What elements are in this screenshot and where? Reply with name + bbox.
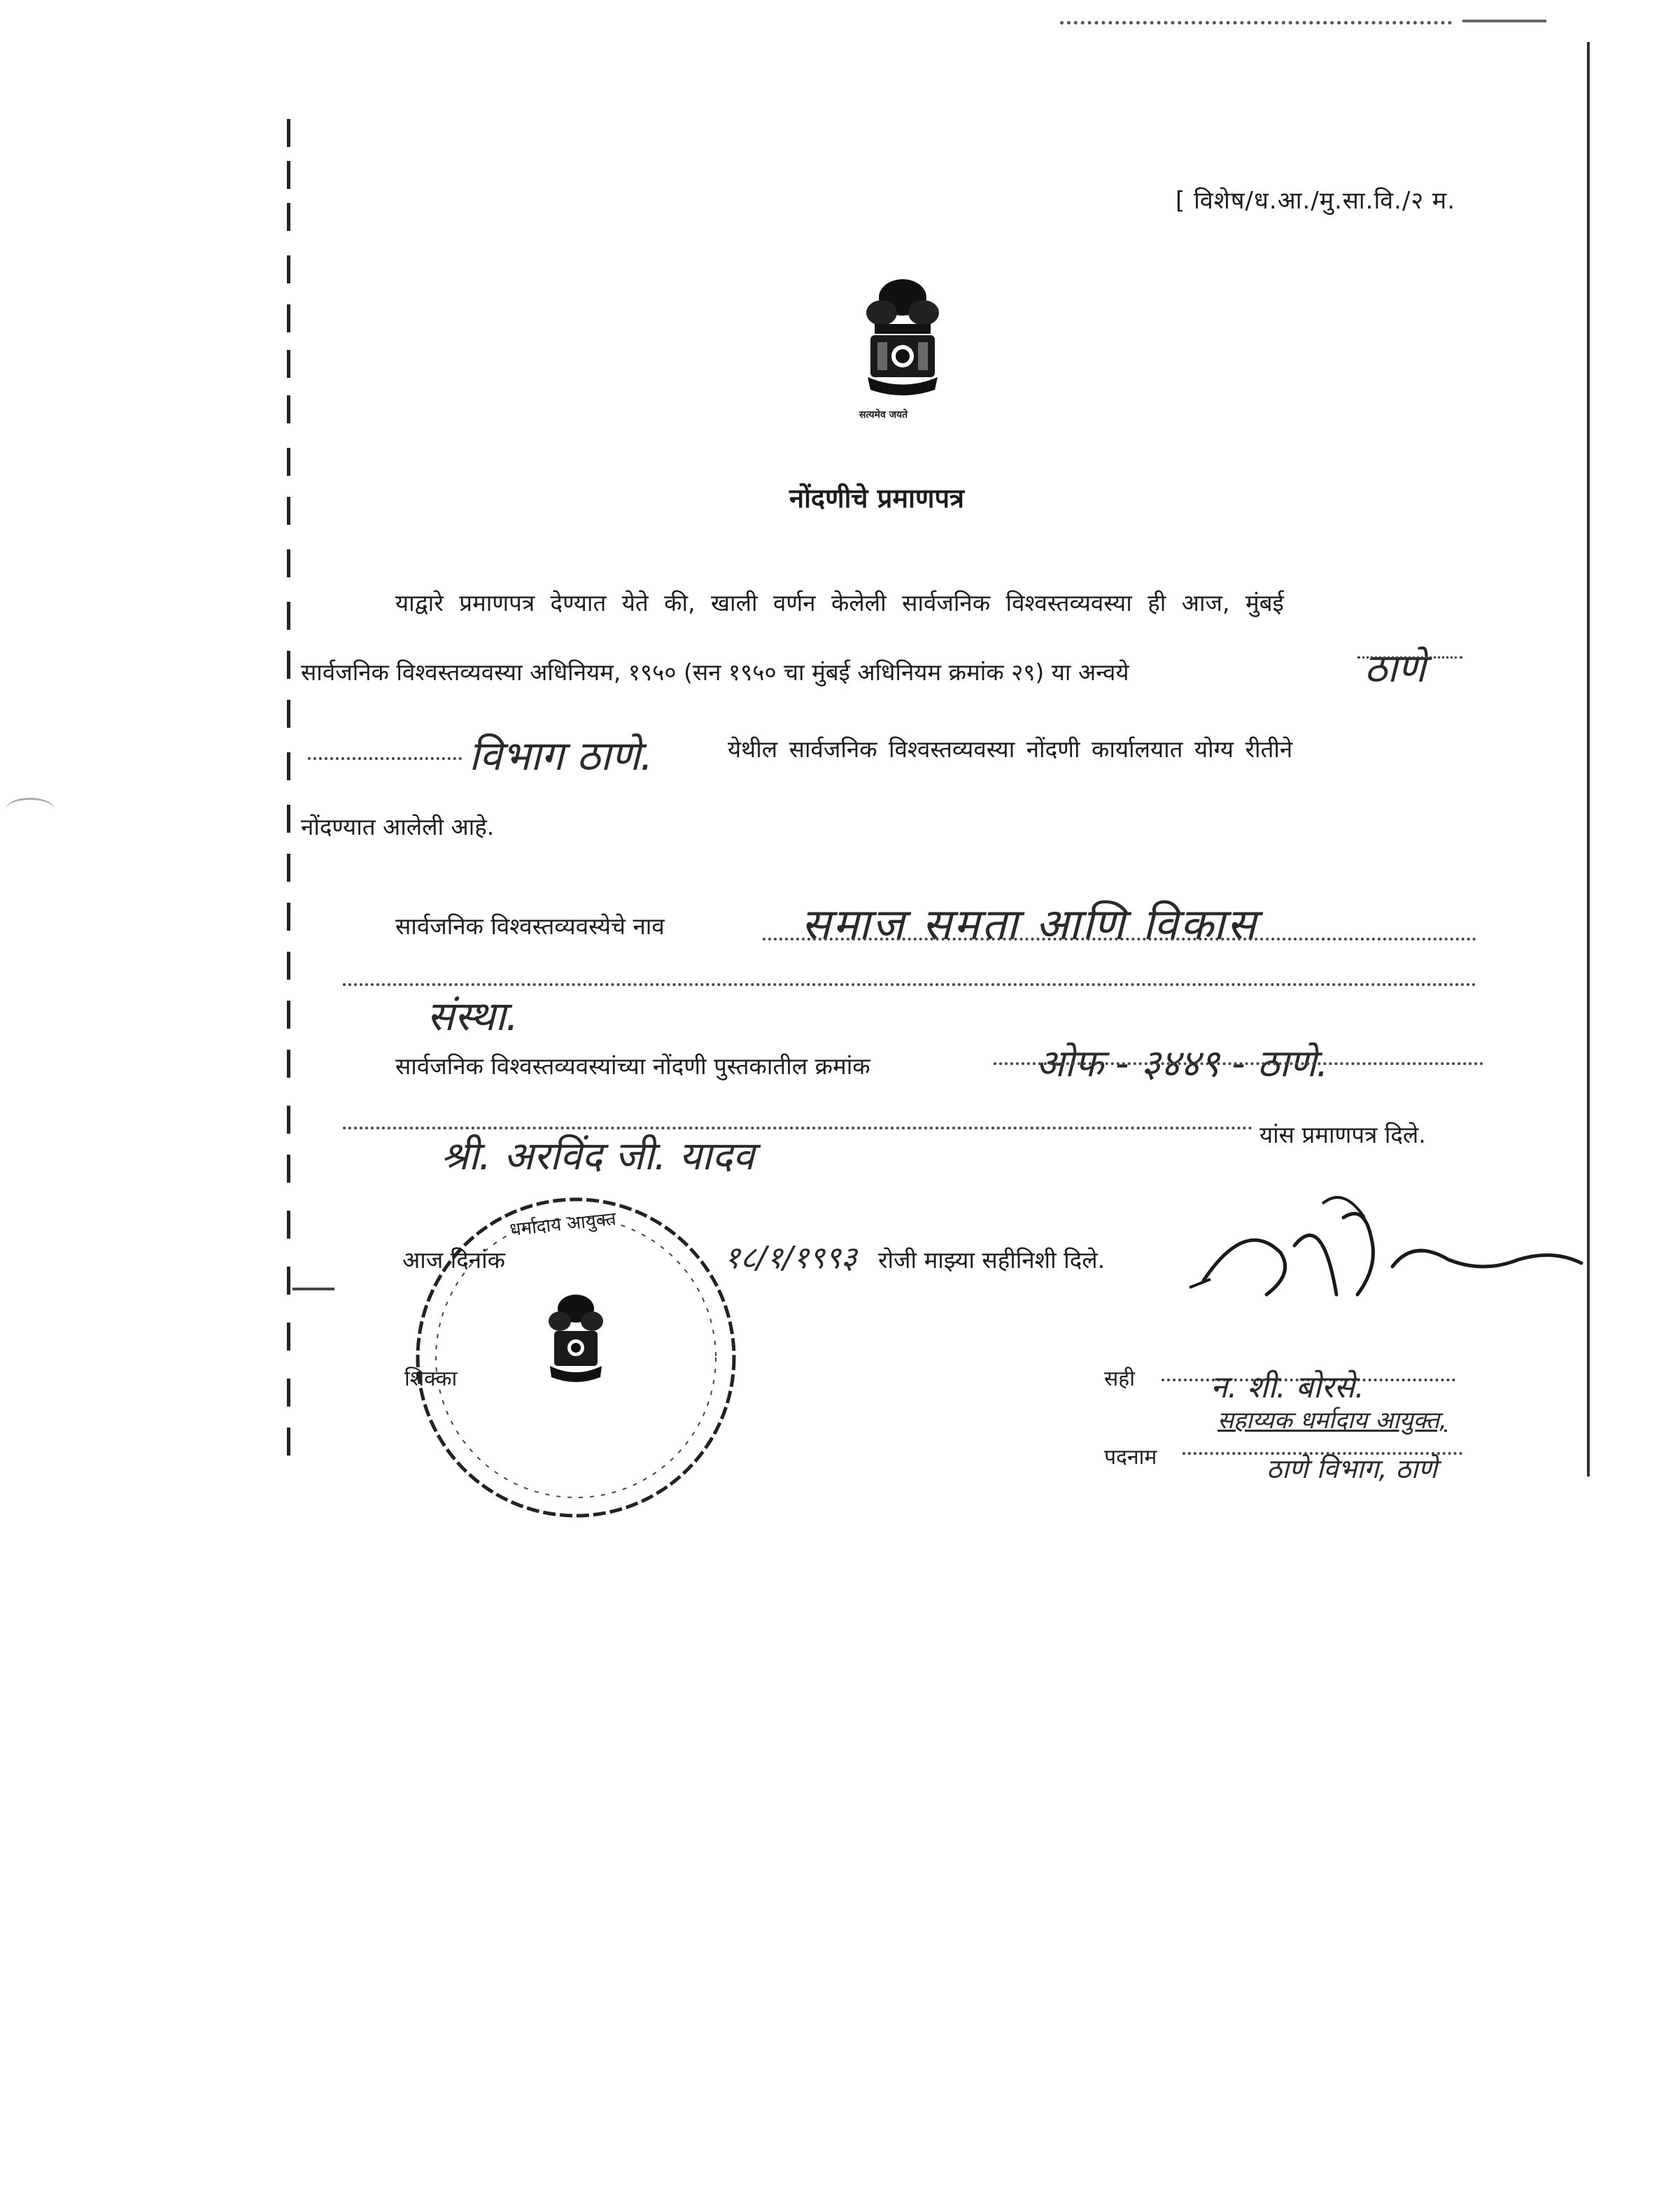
handwritten-district: ठाणे <box>1364 646 1426 691</box>
left-margin-line <box>287 119 294 1463</box>
margin-tick <box>287 1211 290 1239</box>
margin-tick <box>287 1106 290 1134</box>
trust-name-value: समाज समता आणि विकास <box>801 899 1258 950</box>
fill-dots-division <box>308 757 462 760</box>
signature-icon <box>1183 1190 1602 1330</box>
issue-date: १८/१/१९९३ <box>724 1240 857 1276</box>
margin-tick <box>287 1050 290 1078</box>
state-emblem <box>854 269 952 430</box>
margin-tick <box>287 304 290 332</box>
margin-tick <box>287 752 290 780</box>
signatory-name: न. शी. बोरसे. <box>1210 1369 1364 1405</box>
seal-ring-text: धर्मादाय आयुक्त <box>509 1209 617 1241</box>
margin-tick <box>287 602 290 630</box>
margin-tick <box>287 1001 290 1029</box>
margin-tick <box>287 119 290 147</box>
trust-name-label: सार्वजनिक विश्वस्तव्यवस्येचे नाव <box>395 913 665 940</box>
body-line-2: सार्वजनिक विश्वस्तव्यवस्या अधिनियम, १९५० (सन १९५० चा मुंबई अधिनियम क्रमांक २९) या अन्वये <box>301 658 1129 686</box>
trust-name-value-2: संस्था. <box>427 992 519 1040</box>
body-line-4: नोंदण्यात आलेली आहे. <box>301 813 495 840</box>
scan-edge-top-right <box>1462 20 1546 22</box>
margin-tick <box>287 903 290 931</box>
emblem-motto: सत्यमेव जयते <box>859 409 908 421</box>
scan-mark <box>6 798 55 821</box>
certificate-title: नोंदणीचे प्रमाणपत्र <box>789 483 965 514</box>
trust-name-dots-2 <box>343 983 1476 986</box>
margin-tick <box>287 395 290 423</box>
margin-tick <box>287 549 290 577</box>
designation-line-1: सहाय्यक धर्मादाय आयुक्त, <box>1217 1407 1447 1435</box>
margin-tick <box>287 854 290 882</box>
margin-tick <box>287 1428 290 1456</box>
scan-edge-top <box>1060 21 1452 28</box>
trust-name-dots <box>763 938 1476 940</box>
fill-line-district <box>1357 656 1462 658</box>
margin-tick <box>287 952 290 980</box>
registration-number: ओफ - ३४४९ - ठाणे. <box>1036 1041 1329 1085</box>
body-line-3: येथील सार्वजनिक विश्वस्तव्यवस्या नोंदणी कार्यालयात योग्य रीतीने <box>728 735 1293 763</box>
margin-tick <box>287 255 290 283</box>
official-seal <box>404 1190 747 1526</box>
seal-ring-icon <box>404 1190 747 1526</box>
signature-label: सही <box>1104 1367 1135 1391</box>
margin-tick <box>287 651 290 679</box>
date-suffix: रोजी माझ्या सहीनिशी दिले. <box>878 1246 1106 1274</box>
reference-code: [ विशेष/ध.आ./मु.सा.वि./२ म. <box>1176 187 1456 215</box>
margin-tick <box>287 350 290 378</box>
scan-mark <box>292 1288 334 1290</box>
margin-tick <box>287 700 290 728</box>
body-line-1: याद्वारे प्रमाणपत्र देण्यात येते की, खाली वर्णन केलेली सार्वजनिक विश्वस्तव्यवस्या ही आज, मुंबई <box>395 589 1284 617</box>
designation-label: पदनाम <box>1104 1445 1157 1470</box>
recipient-name: श्री. अरविंद जी. यादव <box>441 1134 755 1179</box>
margin-tick <box>287 1323 290 1351</box>
margin-tick <box>287 1267 290 1295</box>
margin-tick <box>287 203 290 231</box>
margin-tick <box>287 497 290 525</box>
handwritten-division: विभाग ठाणे. <box>469 732 654 780</box>
lion-capital-icon <box>854 269 952 430</box>
margin-tick <box>287 1155 290 1183</box>
recipient-suffix: यांस प्रमाणपत्र दिले. <box>1259 1121 1426 1148</box>
seal-label: शिक्का <box>404 1367 458 1391</box>
margin-tick <box>287 805 290 833</box>
designation-line-2: ठाणे विभाग, ठाणे <box>1266 1453 1437 1484</box>
date-prefix: आज दिनांक <box>402 1246 505 1274</box>
margin-tick <box>287 161 290 189</box>
registration-label: सार्वजनिक विश्वस्तव्यवस्यांच्या नोंदणी पुस्तकातील क्रमांक <box>395 1052 870 1080</box>
margin-tick <box>287 1379 290 1407</box>
margin-tick <box>287 448 290 476</box>
registration-dots <box>994 1062 1483 1065</box>
